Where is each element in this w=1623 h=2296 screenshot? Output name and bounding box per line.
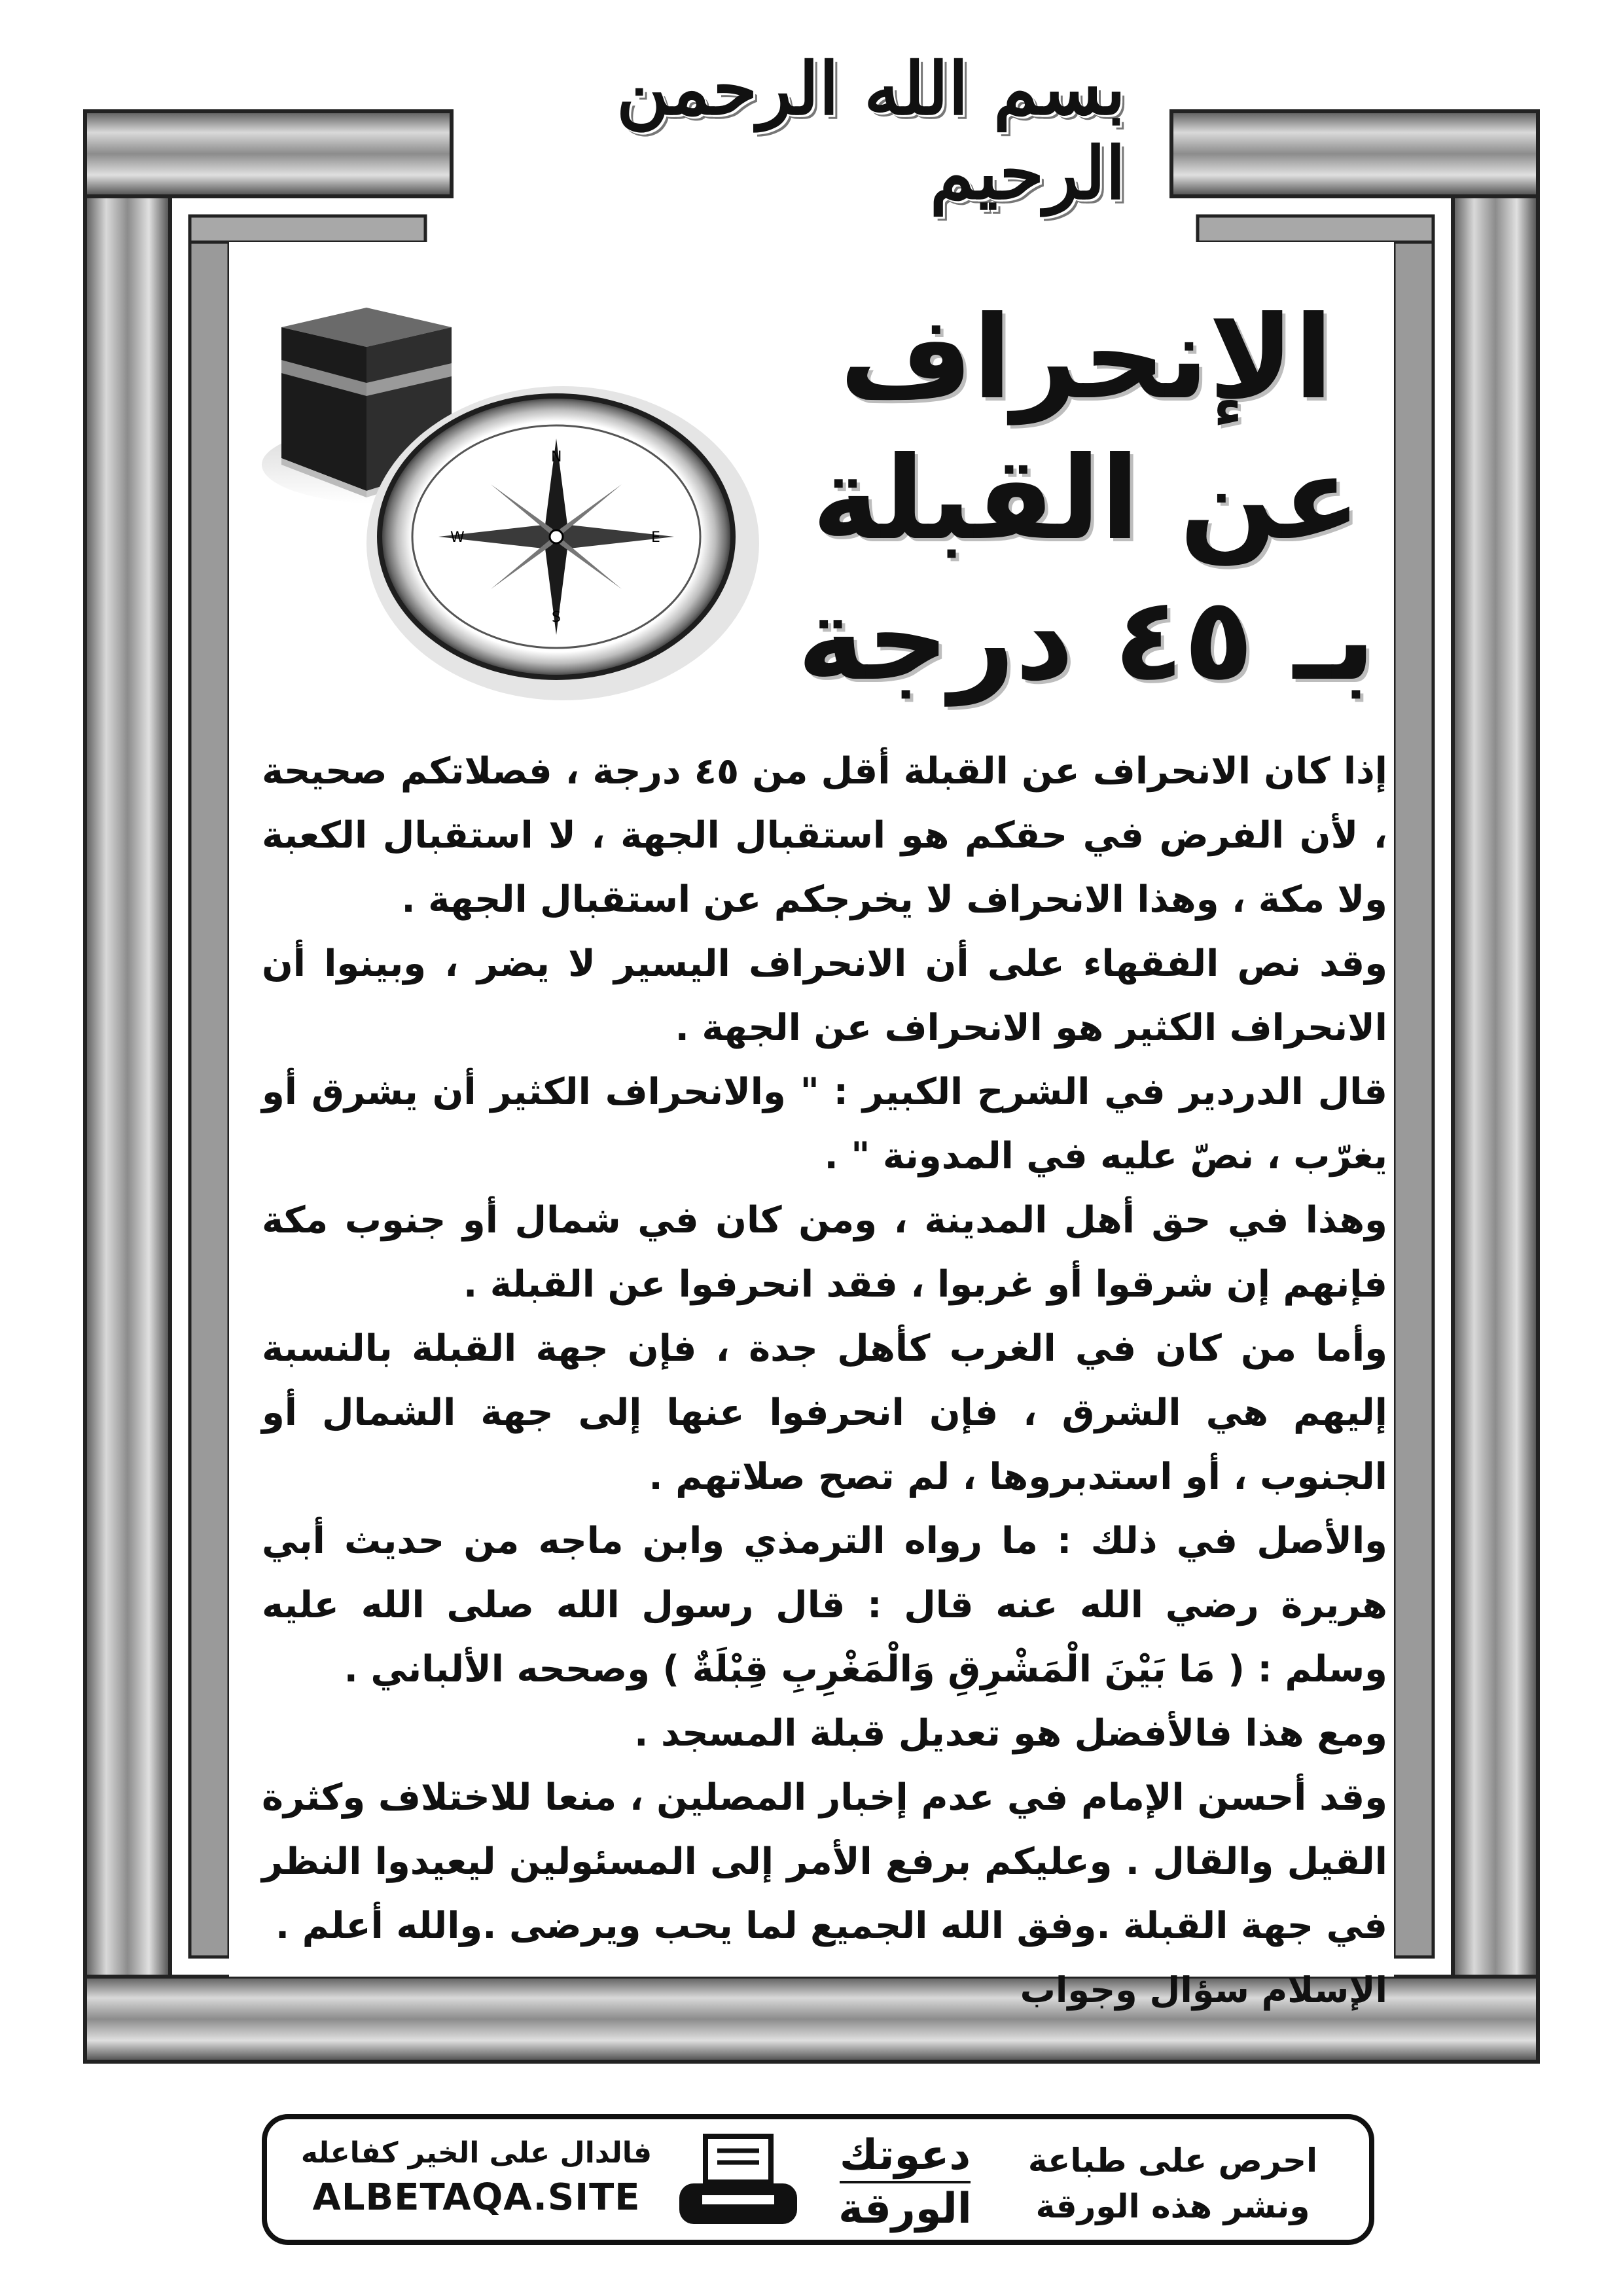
compass-label-south: S bbox=[552, 609, 561, 626]
basmala-text: بسم الله الرحمن الرحيم bbox=[616, 46, 1126, 215]
logo-line-2: الورقة bbox=[838, 2185, 972, 2233]
body-paragraph: قال الدردير في الشرح الكبير : " والانحراف الكثير أن يشرق أو يغرّب ، نصّ عليه في المدونة " . bbox=[262, 1071, 1387, 1177]
compass-icon bbox=[366, 386, 759, 700]
kaaba-compass-illustration bbox=[255, 301, 766, 707]
title-line-2: عن القبلة bbox=[812, 433, 1361, 565]
footer-print-notice bbox=[1003, 2138, 1343, 2229]
title-line-1: الإنحراف bbox=[839, 292, 1334, 425]
footer-site-link[interactable]: ALBETAQA.SITE bbox=[312, 2176, 641, 2219]
source-attribution: الإسلام سؤال وجواب bbox=[1020, 1969, 1387, 2011]
body-paragraph: والأصل في ذلك : ما رواه الترمذي وابن ماجه من حديث أبي هريرة رضي الله عنه قال : قال رسول الله صلى الله عليه وسلم : ( مَا بَيْنَ الْمَشْرِقِ وَالْمَغْرِبِ قِبْلَةٌ ) وصححه الألباني . bbox=[262, 1520, 1387, 1691]
logo-line-1: دعوتك bbox=[840, 2130, 971, 2183]
basmala-header bbox=[497, 46, 1126, 216]
footer-site-block bbox=[293, 2134, 660, 2223]
title-line-3: بـ ٤٥ درجة bbox=[797, 573, 1376, 706]
compass-label-east: E bbox=[651, 529, 660, 546]
compass-label-north: N bbox=[551, 449, 562, 465]
body-paragraph: وقد نص الفقهاء على أن الانحراف اليسير لا يضر ، وبينوا أن الانحراف الكثير هو الانحراف عن الجهة . bbox=[262, 942, 1387, 1049]
dawa-logo bbox=[830, 2123, 980, 2241]
body-paragraph: وهذا في حق أهل المدينة ، ومن كان في شمال أو جنوب مكة فإنهم إن شرقوا أو غربوا ، فقد انحرفوا عن القبلة . bbox=[262, 1199, 1387, 1306]
footer-banner bbox=[262, 2114, 1374, 2245]
body-paragraph: إذا كان الانحراف عن القبلة أقل من ٤٥ درجة ، فصلاتكم صحيحة ، لأن الفرض في حقكم هو استقبال الجهة ، لا استقبال الكعبة ولا مكة ، وهذا الانحراف لا يخرجكم عن استقبال الجهة . bbox=[262, 750, 1387, 921]
body-paragraph: ومع هذا فالأفضل هو تعديل قبلة المسجد . bbox=[634, 1712, 1387, 1755]
page-title bbox=[772, 288, 1400, 710]
footer-slogan: فالدال على الخير كفاعله bbox=[300, 2136, 652, 2170]
printer-icon bbox=[673, 2131, 804, 2236]
body-paragraph: وقد أحسن الإمام في عدم إخبار المصلين ، منعا للاختلاف وكثرة القيل والقال . وعليكم برفع الأمر إلى المسئولين ليعيدوا النظر في جهة القبلة .وفق الله الجميع لما يحب ويرضى .والله أعلم . bbox=[262, 1776, 1387, 1947]
notice-line-2: ونشر هذه الورقة bbox=[1035, 2187, 1310, 2225]
article-body bbox=[262, 740, 1387, 2022]
compass-label-west: W bbox=[450, 529, 465, 546]
notice-line-1: احرص على طباعة bbox=[1027, 2142, 1318, 2179]
body-paragraph: وأما من كان في الغرب كأهل جدة ، فإن جهة القبلة بالنسبة إليهم هي الشرق ، فإن انحرفوا عنها إلى جهة الشمال أو الجنوب ، أو استدبروها ، لم تصح صلاتهم . bbox=[262, 1327, 1387, 1498]
